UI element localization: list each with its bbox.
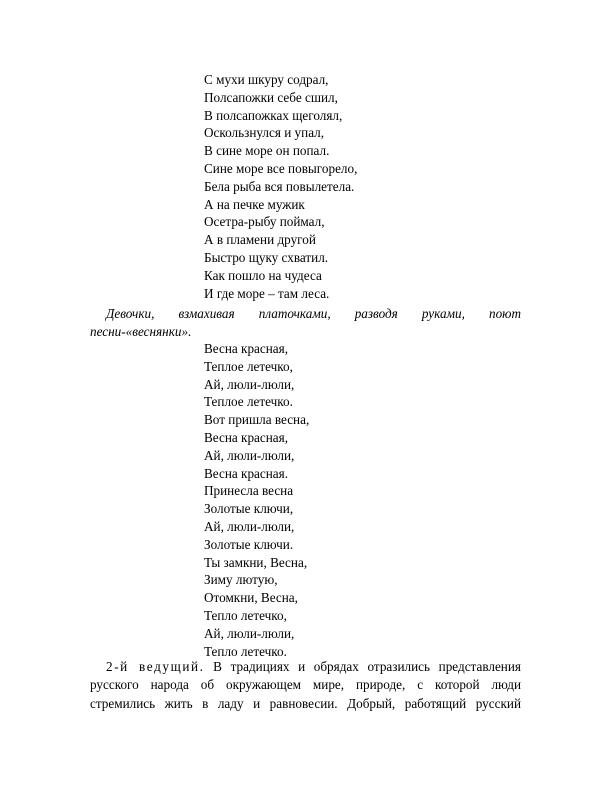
prose-line	[90, 658, 521, 676]
verse-line: Как пошло на чудеса	[204, 267, 322, 283]
verse-line: А на печке мужик	[204, 196, 305, 212]
verse-line: Ты замкни, Весна,	[204, 554, 308, 570]
verse-line: А в пламени другой	[204, 232, 316, 248]
verse-line: Ай, люли-люли,	[204, 625, 295, 641]
verse-line: Принесла весна	[204, 483, 294, 499]
prose-line: русского народа об окружающем мире, природе, с которой люди	[90, 677, 521, 693]
verse-line: Теплое летечко,	[204, 358, 293, 374]
speaker-label: 2-й ведущий.	[106, 659, 205, 674]
verse-line: Быстро щуку схватил.	[204, 249, 329, 265]
verse-line: Ай, люли-люли,	[204, 518, 295, 534]
verse-line: Оскользнулся и упал,	[204, 125, 325, 141]
verse-line: Бела рыба вся повылетела.	[204, 178, 355, 194]
stage-direction-line: песни-«веснянки».	[90, 323, 192, 339]
prose-paragraph	[90, 658, 521, 713]
verse-line: Осетра-рыбу поймал,	[204, 214, 325, 230]
verse-line: Весна красная,	[204, 341, 289, 356]
verse-line: Тепло летечко.	[204, 643, 287, 659]
stage-direction-line: Девочки, взмахивая платочками, разводя руками, поют	[106, 306, 521, 321]
verse-line: Отомкни, Весна,	[204, 590, 298, 606]
stage-direction	[90, 305, 521, 341]
verse-block-1	[204, 71, 357, 302]
verse-line: Золотые ключи,	[204, 501, 294, 517]
verse-line: Полсапожки себе сшил,	[204, 89, 338, 105]
verse-line: Сине море все повыгорело,	[204, 160, 358, 176]
verse-line: Ай, люли-люли,	[204, 447, 295, 463]
verse-line: Теплое летечко.	[204, 394, 293, 410]
verse-block-2	[204, 340, 309, 660]
verse-line: Весна красная,	[204, 429, 289, 445]
prose-line: стремились жить в ладу и равновесии. Добрый, работящий русский	[90, 695, 521, 711]
verse-line: Весна красная.	[204, 465, 289, 481]
verse-line: В сине море он попал.	[204, 143, 330, 159]
verse-line: С мухи шкуру содрал,	[204, 72, 329, 87]
verse-line: И где море – там леса.	[204, 285, 330, 301]
verse-line: В полсапожках щеголял,	[204, 107, 343, 123]
verse-line: Золотые ключи.	[204, 536, 294, 552]
verse-line: Зиму лютую,	[204, 572, 278, 588]
verse-line: Ай, люли-люли,	[204, 376, 295, 392]
verse-line: Вот пришла весна,	[204, 412, 310, 428]
verse-line: Тепло летечко,	[204, 607, 287, 623]
prose-text: В традициях и обрядах отразились представления	[204, 659, 521, 674]
